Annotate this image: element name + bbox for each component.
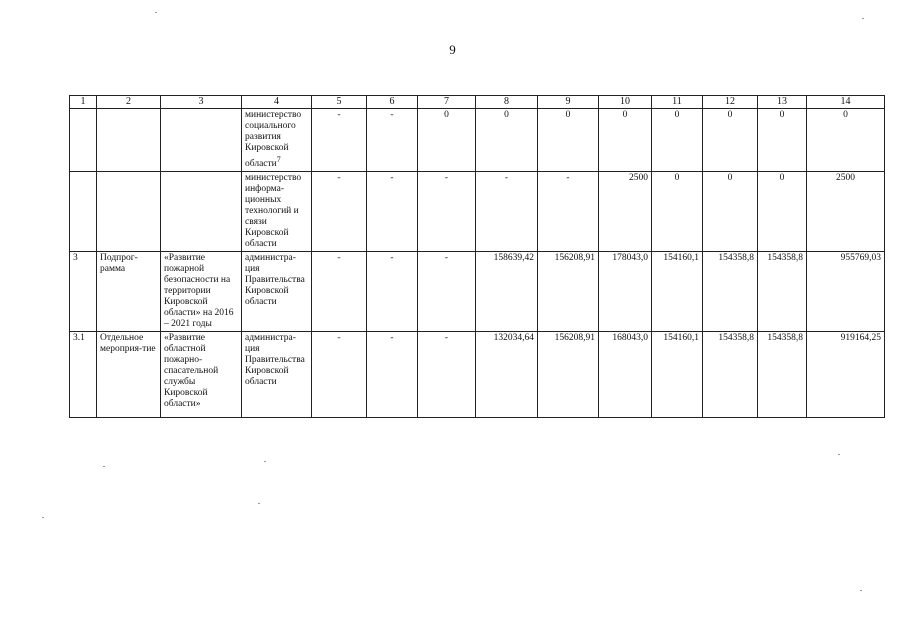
column-header: 12 xyxy=(703,96,758,109)
scan-speck xyxy=(42,517,44,518)
column-header: 4 xyxy=(242,96,312,109)
value-cell: - xyxy=(367,252,418,332)
row-number: 3 xyxy=(70,252,97,332)
column-header: 5 xyxy=(312,96,367,109)
column-header: 13 xyxy=(758,96,807,109)
column-header: 6 xyxy=(367,96,418,109)
scan-speck xyxy=(103,466,105,467)
value-cell: 0 xyxy=(703,109,758,172)
column-header: 10 xyxy=(599,96,652,109)
row-number: 3.1 xyxy=(70,332,97,418)
column-header: 9 xyxy=(538,96,599,109)
value-cell: - xyxy=(418,172,476,252)
table-row xyxy=(70,172,885,252)
value-cell: - xyxy=(418,252,476,332)
value-cell: 0 xyxy=(476,109,538,172)
scan-speck xyxy=(258,503,260,504)
value-cell: 168043,0 xyxy=(599,332,652,418)
value-cell: - xyxy=(538,172,599,252)
row-name: «Развитие пожарной безопасности на территории Кировской области» на 2016 – 2021 годы xyxy=(161,252,242,332)
column-header: 2 xyxy=(97,96,161,109)
executor-cell xyxy=(242,332,312,418)
value-cell: 158639,42 xyxy=(476,252,538,332)
row-type: Отдельное мероприя-тие xyxy=(97,332,161,418)
value-cell: - xyxy=(367,172,418,252)
column-header: 8 xyxy=(476,96,538,109)
value-cell: - xyxy=(312,109,367,172)
value-cell: - xyxy=(312,332,367,418)
value-cell: 0 xyxy=(652,172,703,252)
value-cell: - xyxy=(367,332,418,418)
executor-text: администра-ция Правительства Кировской области xyxy=(245,333,305,388)
value-cell: 0 xyxy=(758,172,807,252)
value-cell: 0 xyxy=(538,109,599,172)
value-cell: 0 xyxy=(599,109,652,172)
value-cell: - xyxy=(312,172,367,252)
executor-cell xyxy=(242,252,312,332)
value-cell: 2500 xyxy=(599,172,652,252)
value-cell: 0 xyxy=(652,109,703,172)
row-number xyxy=(70,172,97,252)
table-row xyxy=(70,252,885,332)
budget-table xyxy=(69,95,885,418)
value-cell: 0 xyxy=(807,109,885,172)
value-cell: - xyxy=(312,252,367,332)
value-cell: 154358,8 xyxy=(703,332,758,418)
row-name xyxy=(161,109,242,172)
table-row xyxy=(70,109,885,172)
footnote-mark: 7 xyxy=(276,155,281,164)
value-cell: 2500 xyxy=(807,172,885,252)
value-cell: 0 xyxy=(758,109,807,172)
table-row xyxy=(70,332,885,418)
value-cell: - xyxy=(418,332,476,418)
scan-speck xyxy=(838,454,840,455)
row-type xyxy=(97,172,161,252)
row-number xyxy=(70,109,97,172)
header-row xyxy=(70,96,885,109)
value-cell: 154358,8 xyxy=(703,252,758,332)
value-cell: 178043,0 xyxy=(599,252,652,332)
value-cell: 154358,8 xyxy=(758,332,807,418)
scan-speck xyxy=(155,12,157,13)
row-name: «Развитие областной пожарно-спасательной службы Кировской области» xyxy=(161,332,242,418)
column-header: 7 xyxy=(418,96,476,109)
value-cell: - xyxy=(367,109,418,172)
value-cell: 955769,03 xyxy=(807,252,885,332)
scan-speck xyxy=(264,461,266,462)
value-cell: 0 xyxy=(418,109,476,172)
executor-text: министерство информа-ционных технологий и связи Кировской области xyxy=(245,173,302,250)
value-cell: 919164,25 xyxy=(807,332,885,418)
value-cell: 132034,64 xyxy=(476,332,538,418)
value-cell: 154160,1 xyxy=(652,332,703,418)
scan-speck xyxy=(862,18,864,19)
scan-speck xyxy=(860,590,862,591)
column-header: 3 xyxy=(161,96,242,109)
column-header: 14 xyxy=(807,96,885,109)
value-cell: - xyxy=(476,172,538,252)
value-cell: 154160,1 xyxy=(652,252,703,332)
value-cell: 156208,91 xyxy=(538,332,599,418)
column-header: 1 xyxy=(70,96,97,109)
executor-text: администра-ция Правительства Кировской области xyxy=(245,253,305,308)
value-cell: 156208,91 xyxy=(538,252,599,332)
executor-cell xyxy=(242,109,312,172)
value-cell: 154358,8 xyxy=(758,252,807,332)
row-type xyxy=(97,109,161,172)
executor-cell xyxy=(242,172,312,252)
value-cell: 0 xyxy=(703,172,758,252)
column-header: 11 xyxy=(652,96,703,109)
row-type: Подпрог-рамма xyxy=(97,252,161,332)
executor-text: министерство социального развития Кировской области xyxy=(245,110,302,170)
page-number: 9 xyxy=(449,42,456,57)
row-name xyxy=(161,172,242,252)
